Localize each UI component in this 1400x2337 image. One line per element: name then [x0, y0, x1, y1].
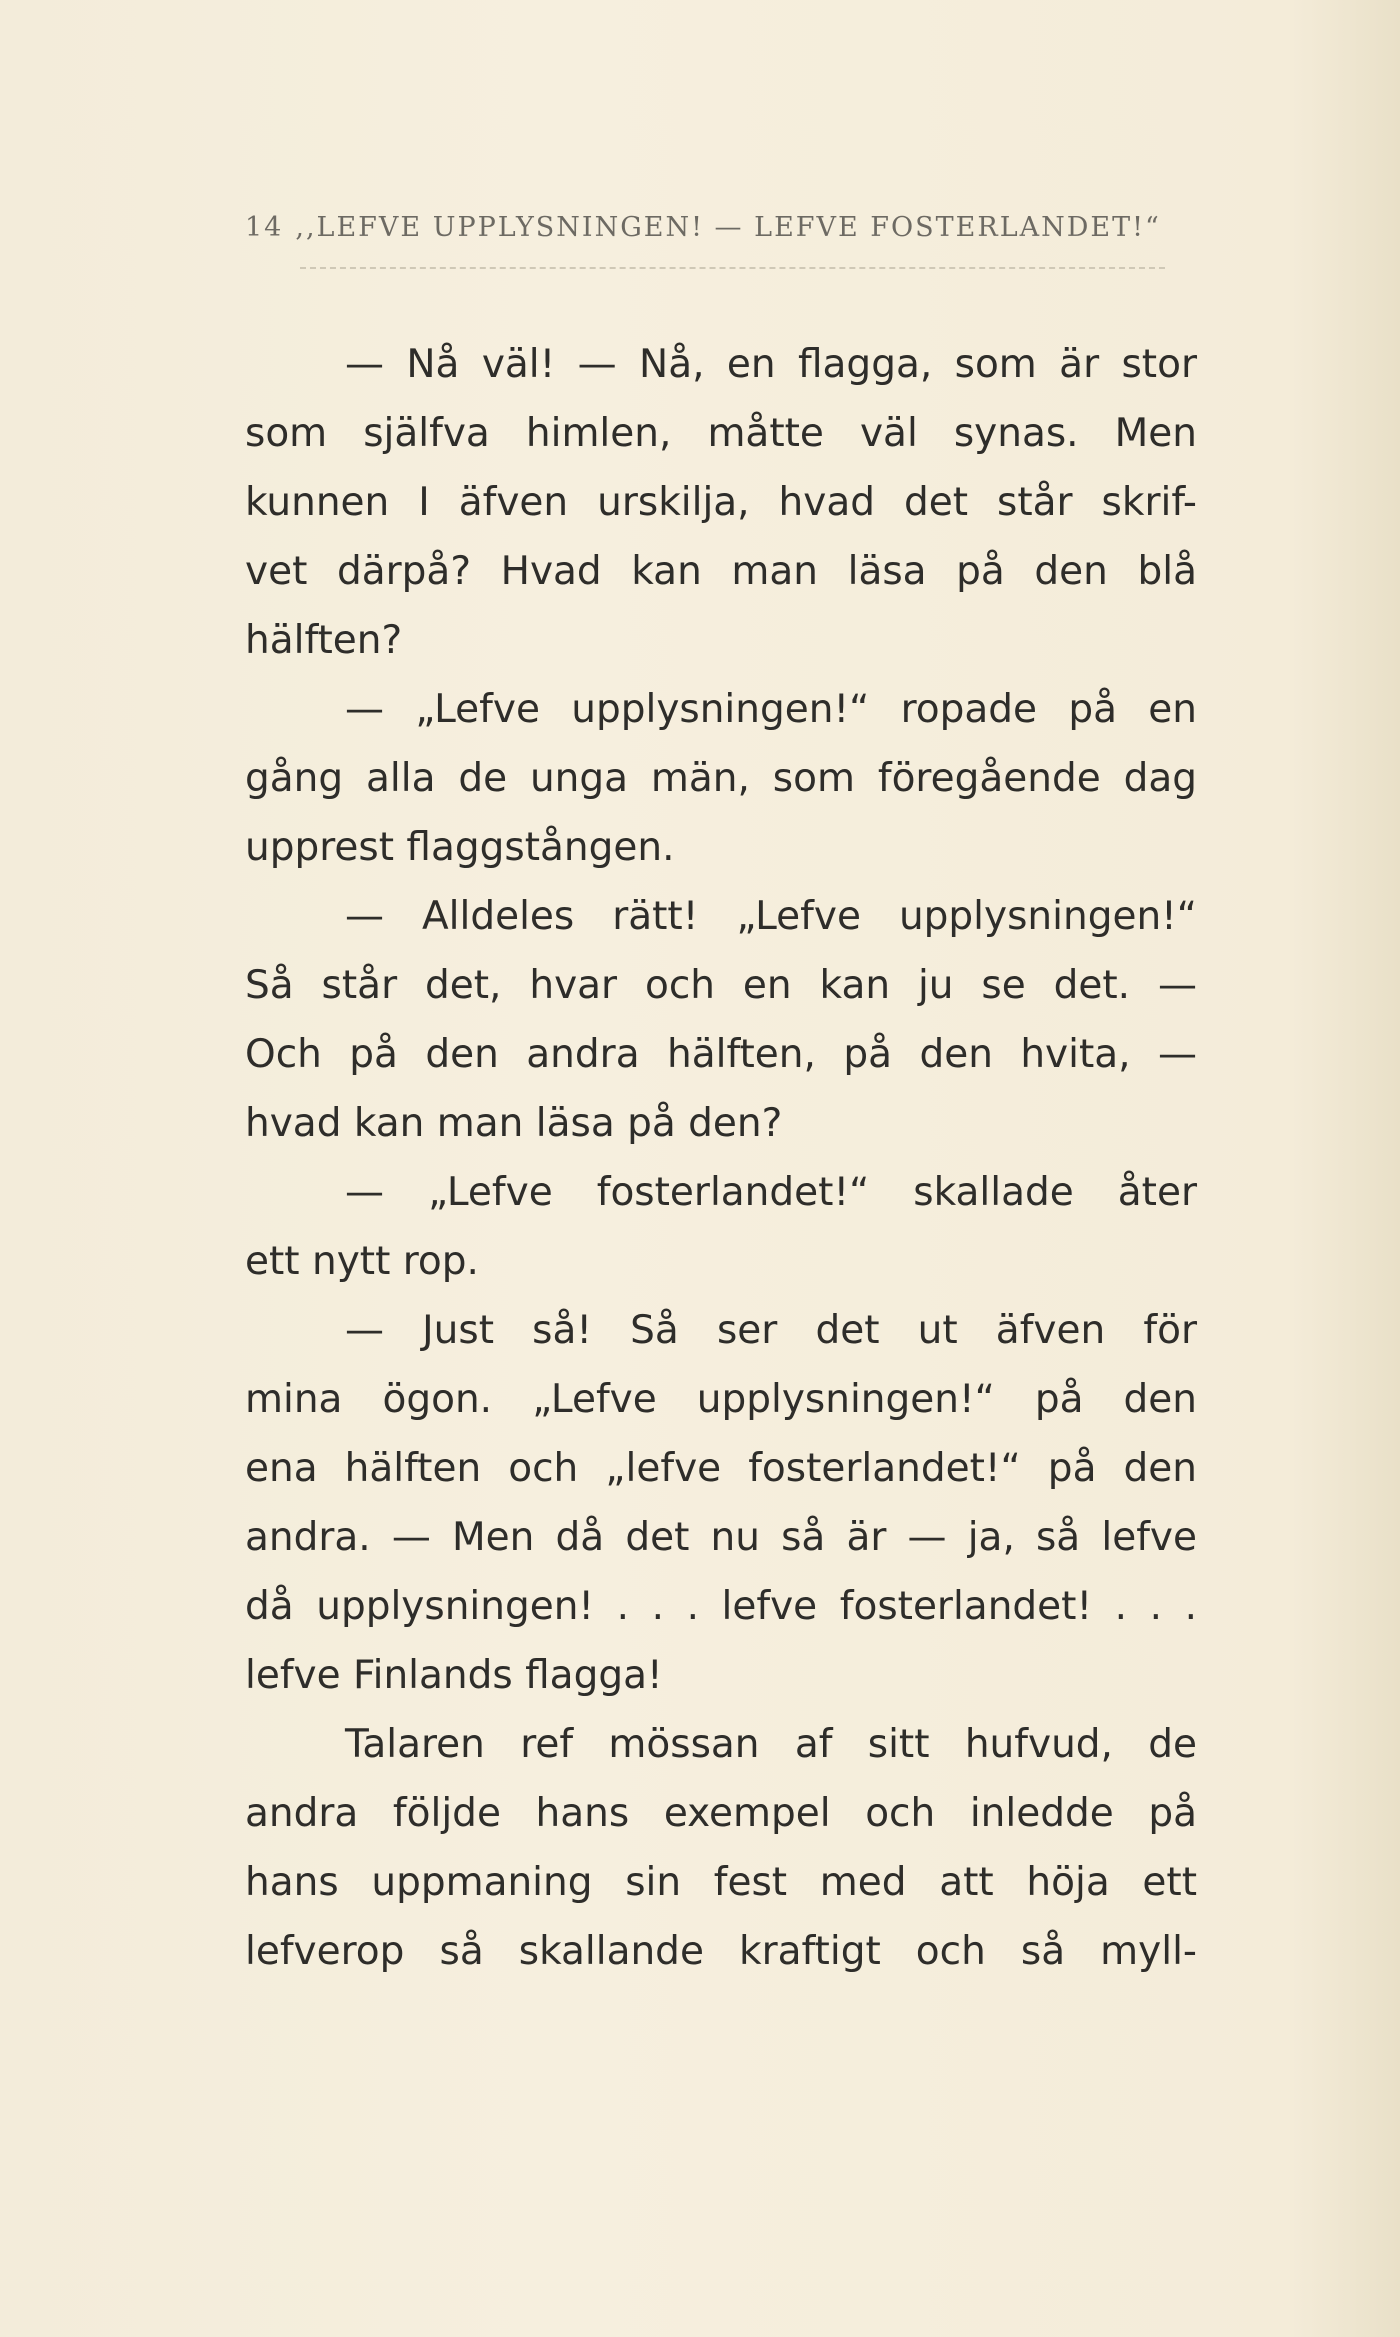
running-title: ,,LEFVE UPPLYSNINGEN! — LEFVE FOSTERLANDET!“	[295, 212, 1161, 243]
page-number: 14	[245, 212, 284, 243]
text-line: gång alla de unga män, som föregående dag	[245, 756, 1197, 801]
text-line: Och på den andra hälften, på den hvita, —	[245, 1032, 1197, 1077]
text-line: — Alldeles rätt! „Lefve upplysningen!“	[345, 894, 1197, 939]
text-line: hans uppmaning sin fest med att höja ett	[245, 1860, 1197, 1905]
text-line: ena hälften och „lefve fosterlandet!“ på den	[245, 1446, 1197, 1491]
text-line: andra. — Men då det nu så är — ja, så lefve	[245, 1515, 1197, 1560]
text-line: hvad kan man läsa på den?	[245, 1101, 783, 1146]
running-head	[245, 212, 1165, 243]
text-line: lefverop så skallande kraftigt och så myll-	[245, 1929, 1197, 1974]
text-line: som själfva himlen, måtte väl synas. Men	[245, 411, 1197, 456]
text-line: hälften?	[245, 618, 403, 663]
text-line: — Just så! Så ser det ut äfven för	[345, 1308, 1197, 1353]
text-line: — „Lefve fosterlandet!“ skallade åter	[345, 1170, 1197, 1215]
text-line: lefve Finlands flagga!	[245, 1653, 663, 1698]
text-line: vet därpå? Hvad kan man läsa på den blå	[245, 549, 1197, 594]
text-line: — Nå väl! — Nå, en flagga, som är stor	[345, 342, 1197, 387]
text-line: — „Lefve upplysningen!“ ropade på en	[345, 687, 1197, 732]
text-line: mina ögon. „Lefve upplysningen!“ på den	[245, 1377, 1197, 1422]
text-line: andra följde hans exempel och inledde på	[245, 1791, 1197, 1836]
text-line: Så står det, hvar och en kan ju se det. —	[245, 963, 1197, 1008]
text-line: ett nytt rop.	[245, 1239, 479, 1284]
text-line: Talaren ref mössan af sitt hufvud, de	[345, 1722, 1197, 1767]
text-line: upprest flaggstången.	[245, 825, 675, 870]
header-rule	[300, 267, 1165, 269]
text-line: då upplysningen! . . . lefve fosterlandet! . . .	[245, 1584, 1197, 1629]
text-line: kunnen I äfven urskilja, hvad det står skrif-	[245, 480, 1197, 525]
body-text	[245, 330, 1197, 1986]
